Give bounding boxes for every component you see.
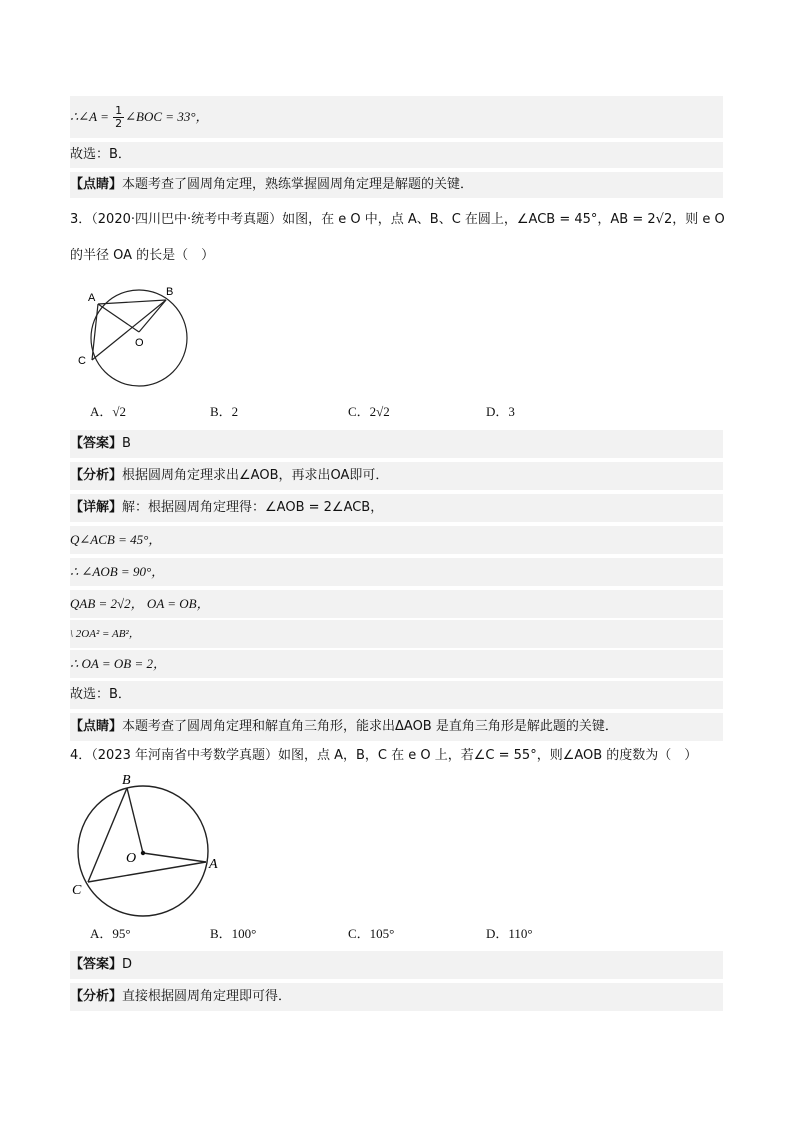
step-line [70, 526, 723, 554]
comment-line [70, 172, 723, 198]
chord-ca [88, 862, 206, 882]
option-value: √2 [112, 404, 127, 419]
choose-line [70, 142, 723, 168]
question-3-stem [70, 246, 723, 266]
step-line [70, 650, 723, 678]
choose-text: 故选：B． [70, 687, 131, 702]
option-label: A． [90, 926, 113, 941]
answer-line [70, 951, 723, 979]
answer-text: D [122, 957, 133, 972]
label-a: A [209, 857, 218, 872]
answer-text: B [122, 436, 131, 451]
option-value: 2√2 [369, 404, 390, 419]
option-label: D． [486, 404, 509, 419]
radius-ob [127, 788, 143, 853]
label-c: C [72, 883, 82, 898]
step-line [70, 558, 723, 586]
comment-text: 本题考查了圆周角定理，熟练掌握圆周角定理是解题的关键． [122, 177, 474, 192]
step-text: \ 2OA² = AB²， [70, 628, 140, 640]
chord-bc [88, 788, 127, 882]
question-4-options [90, 924, 690, 944]
step-text: ∴ ∠AOB = 90°， [70, 564, 165, 579]
answer-tag: 【答案】 [70, 957, 123, 972]
analysis-line [70, 462, 723, 490]
option-label: C． [348, 926, 370, 941]
step-text: QAB = 2√2， OA = OB， [70, 596, 210, 611]
option-a[interactable] [90, 402, 126, 422]
label-o: O [135, 337, 144, 349]
option-label: A． [90, 404, 113, 419]
label-b: B [122, 773, 131, 788]
option-label: B． [210, 926, 232, 941]
question-stem-text: 的半径 OA 的长是（ ） [70, 248, 215, 263]
comment-tag: 【点睛】 [70, 719, 123, 734]
question-4-stem [70, 746, 723, 766]
comment-text: 本题考查了圆周角定理和解直角三角形，能求出ΔAOB 是直角三角形是解此题的关键． [122, 719, 618, 734]
option-b[interactable] [210, 924, 256, 944]
option-d[interactable] [486, 402, 515, 422]
option-value: 105° [369, 926, 395, 941]
option-b[interactable] [210, 402, 238, 422]
choose-text: 故选：B． [70, 147, 131, 162]
chord-cb [92, 300, 166, 360]
question-stem-text: 3．（2020·四川巴中·统考中考真题）如图，在 e O 中，点 A、B、C 在圆上，∠ACB = 45°，AB = 2√2，则 e O [70, 212, 725, 227]
label-c: C [78, 355, 86, 367]
analysis-text: 根据圆周角定理求出∠AOB，再求出OA即可． [122, 468, 389, 483]
solution-line [70, 96, 723, 138]
step-line [70, 620, 723, 648]
option-value: 2 [231, 404, 239, 419]
option-value: 95° [112, 926, 131, 941]
radius-ob [139, 300, 166, 332]
center-point [141, 851, 145, 855]
question-4-figure [70, 768, 230, 922]
question-3-figure [70, 282, 200, 394]
analysis-tag: 【分析】 [70, 468, 123, 483]
option-a[interactable] [90, 924, 131, 944]
option-label: D． [486, 926, 509, 941]
option-value: 100° [231, 926, 257, 941]
label-a: A [88, 292, 96, 304]
detail-text: 解：根据圆周角定理得：∠AOB = 2∠ACB， [122, 500, 384, 515]
chord-ac [92, 304, 98, 360]
analysis-text: 直接根据圆周角定理即可得． [122, 989, 292, 1004]
formula-text: ∴∠A = [70, 109, 113, 124]
label-o: O [126, 851, 137, 866]
question-3-stem [70, 210, 723, 230]
option-c[interactable] [348, 402, 390, 422]
comment-line [70, 713, 723, 741]
choose-line [70, 681, 723, 709]
fraction [113, 105, 124, 130]
radius-oa [98, 304, 139, 332]
label-b: B [166, 286, 174, 298]
answer-line [70, 430, 723, 458]
option-value: 110° [508, 926, 533, 941]
option-value: 3 [508, 404, 515, 419]
step-line [70, 590, 723, 618]
detail-line [70, 494, 723, 522]
detail-tag: 【详解】 [70, 500, 123, 515]
option-label: C． [348, 404, 370, 419]
question-3-options [90, 402, 690, 422]
option-c[interactable] [348, 924, 394, 944]
formula-text: ∠BOC = 33°， [125, 109, 209, 124]
option-d[interactable] [486, 924, 533, 944]
question-stem-text: 4．（2023 年河南省中考数学真题）如图，点 A，B，C 在 e O 上，若∠C = 55°，则∠AOB 的度数为（ ） [70, 748, 698, 763]
analysis-line [70, 983, 723, 1011]
step-text: ∴ OA = OB = 2， [70, 656, 166, 671]
comment-tag: 【点睛】 [70, 177, 123, 192]
answer-tag: 【答案】 [70, 436, 123, 451]
option-label: B． [210, 404, 232, 419]
fraction-denominator: 2 [115, 117, 123, 130]
analysis-tag: 【分析】 [70, 989, 123, 1004]
step-text: Q∠ACB = 45°， [70, 532, 162, 547]
radius-oa [143, 853, 206, 862]
fraction-numerator: 1 [115, 104, 123, 117]
